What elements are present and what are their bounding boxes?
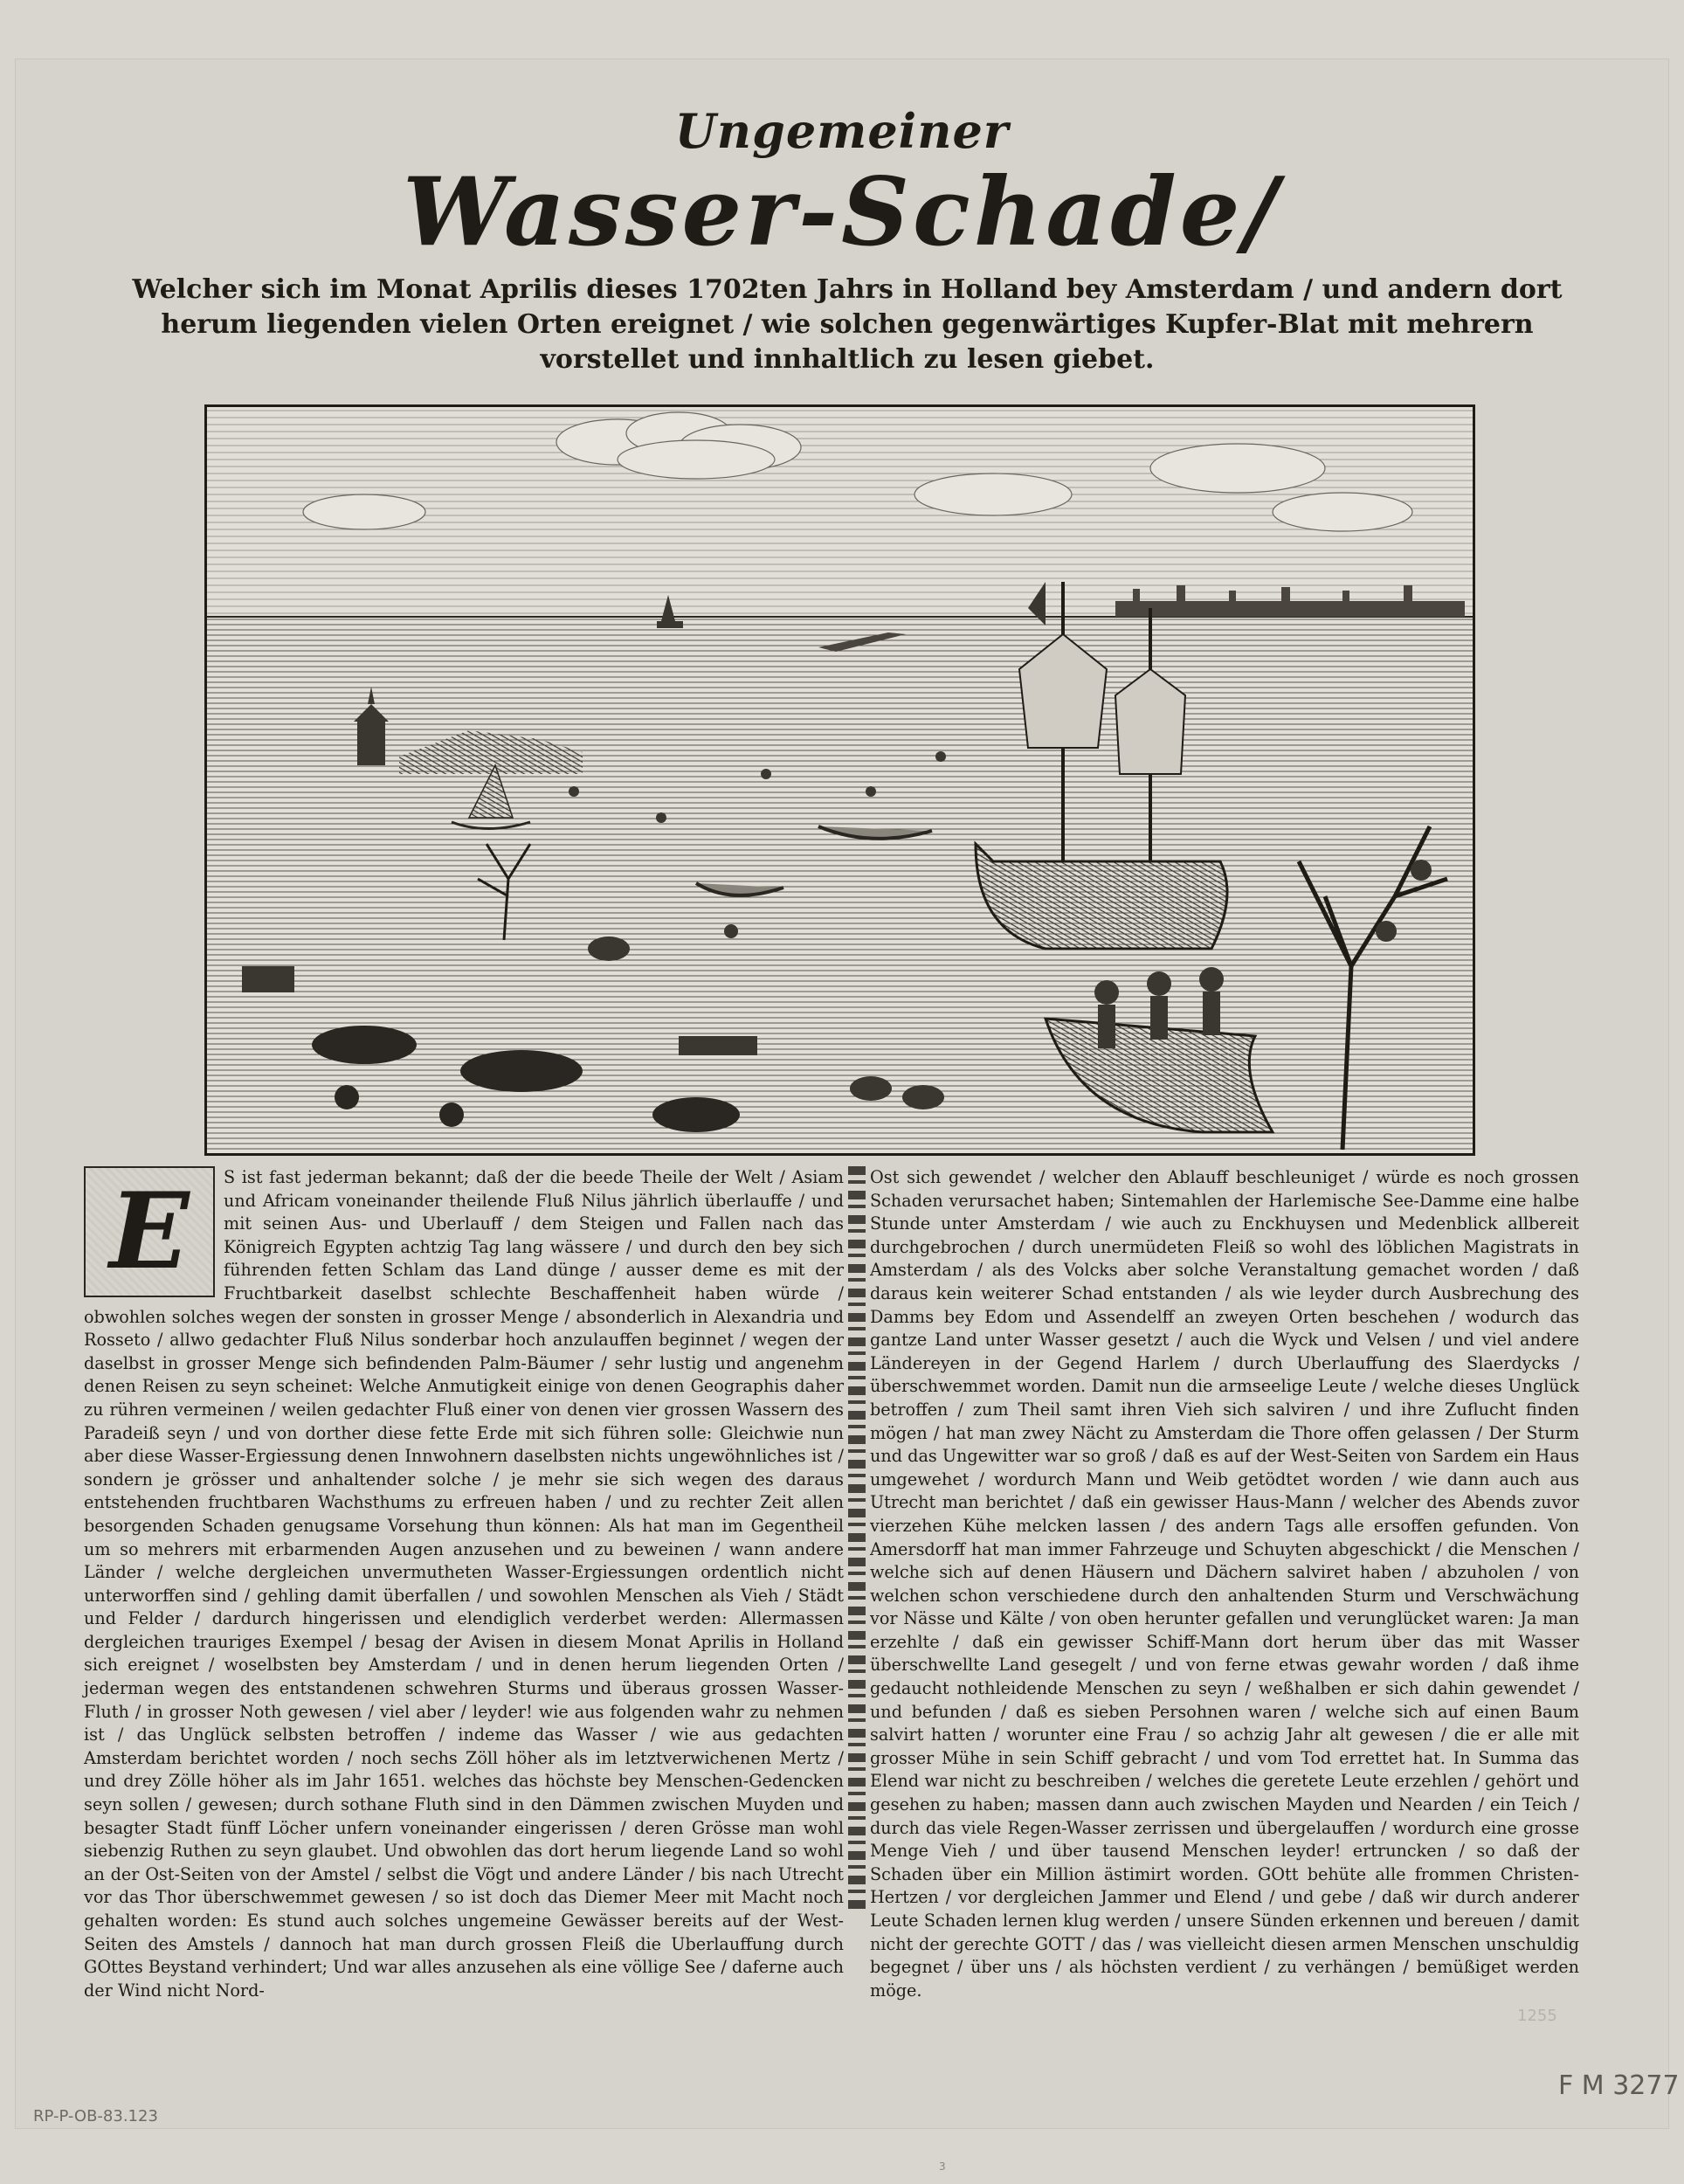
- right-column: [870, 1166, 1579, 2001]
- ornamental-column-divider: [848, 1166, 866, 1909]
- title-line-2: Wasser-Schade/: [403, 157, 1281, 267]
- subtitle: Welcher sich im Monat Aprilis dieses 1702ten Jahrs in Holland bey Amsterdam / und andern dort herum liegenden vielen Orten ereignet / wie solchen gegenwärtiges Kupfer-Blat mit mehrern vorstellet und innhaltlich zu lesen giebet.: [132, 274, 1563, 375]
- article-body: [84, 1166, 1579, 2001]
- inventory-number-left: RP-P-OB-83.123: [33, 2107, 158, 2125]
- decorated-initial: E: [84, 1166, 215, 1297]
- page-mark: 3: [939, 2160, 946, 2173]
- left-column-text: S ist fast jederman bekannt; daß der die beede Theile der Welt / Asiam und Africam voneinander theilende Fluß Nilus jährlich überlauffe / und mit seinen Aus- und Uberlauff / dem Steigen und Fallen nach das Königreich Egypten achtzig Tag lang wässere / und durch den bey sich führenden fetten Schlam das Land dünge / ausser deme es mit der Fruchtbarkeit daselbst schlechte Beschaffenheit haben würde / obwohlen solches wegen der sonsten in grosser Menge / absonderlich in Alexandria und Rosseto / allwo gedachter Fluß Nilus sonderbar hoch anzulauffen beginnet / wegen der daselbst in grosser Menge sich befindenden Palm-Bäumer / sehr lustig und angenehm denen Reisen zu seyn scheinet: Welche Anmutigkeit einige von denen Geographis daher zu rühren vermeinen / weilen gedachter Fluß einer von denen vier grossen Wassern des Paradeiß seyn / und von dorther diese fette Erde mit sich führen solle: Gleichwie nun aber diese Wasser-Ergiessung denen Innwohnern daselbsten nichts ungewöhnliches ist / sondern je grösser und anhaltender solche / je mehr sie sich wegen des daraus entstehenden fruchtbaren Wachsthums zu erfreuen haben / und zu rechter Zeit allen besorgenden Schaden genugsame Vorsehung thun können: Als hat man im Gegentheil um so mehrers mit erbarmenden Augen anzusehen und zu beweinen / wann andere Länder / welche dergleichen unvermutheten Wasser-Ergiessungen ordentlich nicht unterworffen sind / gehling damit überfallen / und sowohlen Menschen als Vieh / Städt und Felder / dardurch hingerissen und elendiglich verderbet werden: Allermassen dergleichen trauriges Exempel / besag der Avisen in diesem Monat Aprilis in Holland sich ereignet / woselbsten bey Amsterdam / und in denen herum liegenden Orten / jederman wegen des entstandenen schwehren Sturms und überaus grossen Wasser-Fluth / in grosser Noth gewesen / viel aber / leyder! wie aus folgenden wahr zu nehmen ist / das Unglück selbsten betroffen / indeme das Wasser / wie aus gedachten Amsterdam berichtet worden / noch sechs Zöll höher als im letztverwichenen Mertz / und drey Zölle höher als im Jahr 1651. welches das höchste bey Menschen-Gedencken seyn sollen / gewesen; durch sothane Fluth sind in den Dämmen zwischen Muyden und besagter Stadt fünff Löcher unfern voneinander eingerissen / deren Grösse man wohl siebenzig Ruthen zu seyn glaubet. Und obwohlen das dort herum liegende Land so wohl an der Ost-Seiten von der Amstel / selbst die Vögt und andere Länder / bis nach Utrecht vor das Thor überschwemmet gewesen / so ist doch das Diemer Meer mit Macht noch gehalten worden: Es stund auch solches ungemeine Gewässer bereits auf der West-Seiten des Amstels / dannoch hat man durch grossen Fleiß die Uberlauffung durch GOttes Beystand verhindert; Und war alles anzusehen als eine völlige See / daferne auch der Wind nicht Nord-: [84, 1167, 844, 2001]
- engraving-svg: [207, 407, 1473, 1153]
- engraving-flood-scene: [204, 404, 1475, 1156]
- inventory-number-right: F M 3277: [1558, 2070, 1680, 2101]
- flood-water: [207, 617, 1473, 1153]
- title-line-1: Ungemeiner: [674, 103, 1010, 159]
- right-column-text: Ost sich gewendet / welcher den Ablauff beschleuniget / würde es noch grossen Schaden verursachet haben; Sintemahlen der Harlemische See-Damme eine halbe Stunde unter Amsterdam / wie auch zu Enckhuysen und Medenblick allbereit durchgebrochen / durch unermüdeten Fleiß so wohl des löblichen Magistrats in Amsterdam / als des Volcks aber solche Veranstaltung gemachet worden / daß daraus kein weiterer Schad entstanden / als wie leyder durch Ausbrechung des Damms bey Edom und Assendelff an zweyen Orten beschehen / wodurch das gantze Land unter Wasser gesetzt / auch die Wyck und Velsen / und viel andere Ländereyen in der Gegend Harlem / durch Uberlauffung des Slaerdycks / überschwemmet worden. Damit nun die armseelige Leute / welche dieses Unglück betroffen / zum Theil samt ihren Vieh sich salviren / und ihre Zuflucht finden mögen / hat man zwey Nächt zu Amsterdam die Thore offen gelassen / Der Sturm und das Ungewitter war so groß / daß es auf der West-Seiten von Sardem ein Haus umgewehet / wordurch Mann und Weib getödtet worden / wie dann auch aus Utrecht man berichtet / daß ein gewisser Haus-Mann / welcher des Abends zuvor vierzehen Kühe melcken lassen / des andern Tags alle ersoffen gefunden. Von Amersdorff hat man immer Fahrzeuge und Schuyten abgeschickt / die Menschen / welche sich auf denen Häusern und Dächern salviret haben / abzuholen / von welchen schon verschiedene durch den anhaltenden Sturm und Verschwächung vor Nässe und Kälte / von oben herunter gefallen und verunglücket waren: Ja man erzehlte / daß ein gewisser Schiff-Mann dort herum über das mit Wasser überschwellte Land gesegelt / und von ferne etwas gewahr worden / daß ihme gedaucht nothleidende Menschen zu seyn / weßhalben er sich dahin gewendet / und befunden / daß es sieben Persohnen waren / welche sich auf einen Baum salvirt hatten / worunter eine Frau / so achzig Jahr alt gewesen / die er alle mit grosser Mühe in sein Schiff gebracht / und vom Tod errettet hat. In Summa das Elend war nicht zu beschreiben / welches die geretete Leute erzehlen / gehört und gesehen zu haben; massen dann auch zwischen Mayden und Nearden / ein Teich / durch das viele Regen-Wasser zerrissen und übergelauffen / wordurch eine grosse Menge Vieh / und über tausend Menschen leyder! ertruncken / so daß der Schaden über ein Million ästimirt worden. GOtt behüte alle frommen Christen-Hertzen / vor dergleichen Jammer und Elend / und gebe / daß wir durch anderer Leute Schaden lernen klug werden / unsere Sünden erkennen und bereuen / damit nicht der gerechte GOTT / das / was vielleicht diesen armen Menschen unschuldig begegnet / über uns / als höchsten verdient / zu verhängen / bemüßiget werden möge.: [870, 1167, 1579, 2001]
- pencil-mark: 1255: [1517, 2007, 1557, 2025]
- left-column: [84, 1166, 844, 2001]
